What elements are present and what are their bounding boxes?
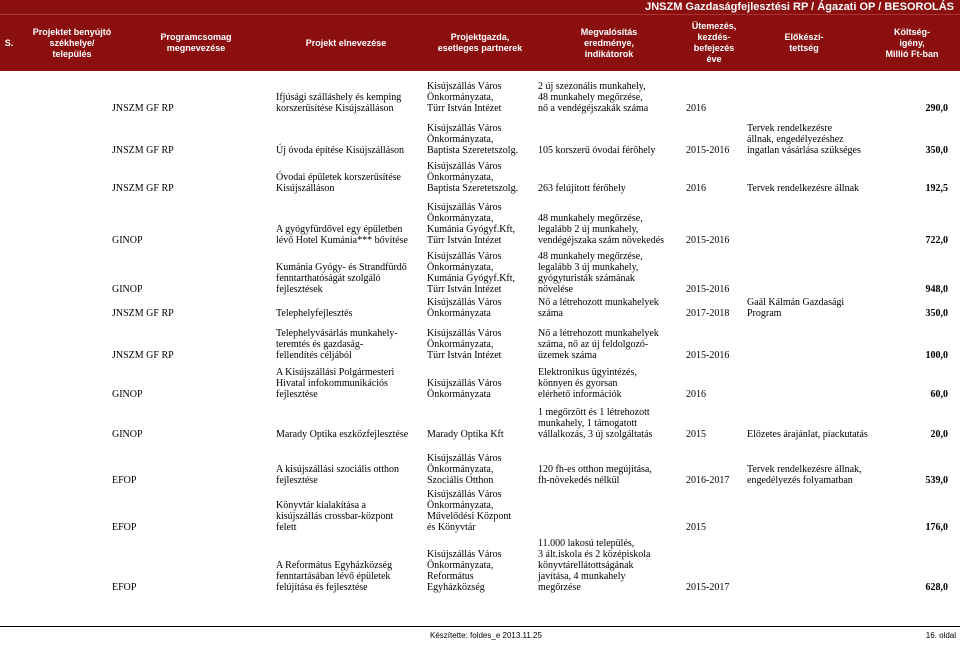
- projektgazda-cell-line: Kisújszállás Város: [427, 297, 502, 308]
- projektgazda-cell-line: Szociális Otthon: [427, 475, 494, 486]
- projekt-cell: [276, 92, 426, 114]
- eredmeny-cell-line: 105 korszerű óvodai férőhely: [538, 145, 656, 156]
- eredmeny-cell-line: könnyen és gyorsan: [538, 378, 618, 389]
- projekt-cell-line: Marady Optika eszközfejlesztése: [276, 429, 409, 440]
- eredmeny-cell-line: vállalkozás, 3 új szolgáltatás: [538, 429, 653, 440]
- table-header: [0, 14, 960, 71]
- koltseg-cell: 290,0: [925, 103, 948, 114]
- eredmeny-cell-line: munkahely, 1 támogatott: [538, 418, 638, 429]
- table-row: [0, 400, 960, 440]
- program-cell: JNSZM GF RP: [112, 308, 174, 319]
- page-footer: [0, 626, 960, 647]
- koltseg-cell: 20,0: [930, 429, 948, 440]
- koltseg-cell: 722,0: [925, 235, 948, 246]
- projekt-cell-line: A Református Egyházközség: [276, 560, 393, 571]
- projekt-cell-line: A gyógyfürdővel egy épületben: [276, 224, 403, 235]
- header-elokeszitettseg: Előkészí- tettség: [784, 32, 824, 53]
- program-cell: JNSZM GF RP: [112, 145, 174, 156]
- projektgazda-cell-line: Önkormányzata,: [427, 464, 494, 475]
- footer-page-number: 16. oldal: [925, 631, 956, 640]
- projekt-cell-line: Ifjúsági szálláshely és kemping: [276, 92, 402, 103]
- projekt-cell-line: A kisújszállási szociális otthon: [276, 464, 400, 475]
- projekt-cell-line: Könyvtár kialakítása a: [276, 500, 366, 511]
- program-cell: GINOP: [112, 389, 143, 400]
- document-title: JNSZM Gazdaságfejlesztési RP / Ágazati OP / BESOROLÁS: [645, 1, 954, 13]
- utemezes-cell: 2016-2017: [686, 475, 730, 486]
- projekt-cell-line: lévő Hotel Kumánia*** bővítése: [276, 235, 408, 246]
- projekt-cell-line: felújítása és fejlesztése: [276, 582, 368, 593]
- utemezes-cell: 2015-2016: [686, 235, 730, 246]
- program-cell: EFOP: [112, 475, 137, 486]
- koltseg-cell: 539,0: [925, 475, 948, 486]
- elokeszitettseg-cell-line: Előzetes árajánlat, piackutatás: [747, 429, 868, 440]
- table-row: [0, 246, 960, 295]
- eredmeny-cell-line: könyvtárellátottságának: [538, 560, 634, 571]
- elokeszitettseg-cell: [747, 123, 867, 156]
- eredmeny-cell-line: javítása, 4 munkahely: [538, 571, 626, 582]
- eredmeny-cell: [538, 407, 688, 440]
- eredmeny-cell: [538, 297, 688, 319]
- projekt-cell-line: Kumánia Gyógy- és Strandfürdő: [276, 262, 407, 273]
- eredmeny-cell-line: Nő a létrehozott munkahelyek: [538, 297, 659, 308]
- program-cell: JNSZM GF RP: [112, 183, 174, 194]
- eredmeny-cell-line: elérhető információk: [538, 389, 622, 400]
- eredmeny-cell: [538, 538, 688, 593]
- table-row: [0, 73, 960, 114]
- eredmeny-cell: [538, 81, 688, 114]
- elokeszitettseg-cell: [747, 429, 867, 440]
- table-row: [0, 533, 960, 593]
- projektgazda-cell-line: Önkormányzata: [427, 389, 491, 400]
- elokeszitettseg-cell-line: engedélyezés folyamatban: [747, 475, 853, 486]
- elokeszitettseg-cell-line: ingatlan vásárlása szükséges: [747, 145, 861, 156]
- program-cell: JNSZM GF RP: [112, 103, 174, 114]
- eredmeny-cell-line: 48 munkahely megőrzése,: [538, 213, 643, 224]
- eredmeny-cell-line: üzemek száma: [538, 350, 597, 361]
- utemezes-cell: 2016: [686, 389, 706, 400]
- projektgazda-cell: [427, 81, 535, 114]
- table-row: [0, 486, 960, 533]
- elokeszitettseg-cell: [747, 297, 867, 319]
- eredmeny-cell-line: növelése: [538, 284, 573, 295]
- koltseg-cell: 60,0: [930, 389, 948, 400]
- koltseg-cell: 100,0: [925, 350, 948, 361]
- projekt-cell: [276, 262, 426, 295]
- eredmeny-cell-line: fh-növekedés nélkül: [538, 475, 620, 486]
- utemezes-cell: 2015: [686, 522, 706, 533]
- projektgazda-cell-line: Baptista Szeretetszolg.: [427, 145, 519, 156]
- projektgazda-cell-line: Önkormányzata: [427, 308, 491, 319]
- projektgazda-cell-line: Türr István Intézet: [427, 235, 502, 246]
- koltseg-cell: 192,5: [925, 183, 948, 194]
- projekt-cell: [276, 172, 426, 194]
- eredmeny-cell-line: Nő a létrehozott munkahelyek: [538, 328, 659, 339]
- projektgazda-cell-line: Kisújszállás Város: [427, 161, 502, 172]
- eredmeny-cell-line: 263 felújított férőhely: [538, 183, 626, 194]
- projektgazda-cell-line: Kisújszállás Város: [427, 378, 502, 389]
- projekt-cell-line: Kisújszálláson: [276, 183, 335, 194]
- eredmeny-cell-line: 1 megőrzött és 1 létrehozott: [538, 407, 650, 418]
- table-row: [0, 194, 960, 246]
- projektgazda-cell-line: Önkormányzata,: [427, 560, 494, 571]
- header-koltseg: Költség- igény, Millió Ft-ban: [885, 26, 939, 59]
- projekt-cell: [276, 367, 426, 400]
- eredmeny-cell-line: gyógyturisták számának: [538, 273, 635, 284]
- projektgazda-cell-line: Türr István Intézet: [427, 103, 502, 114]
- utemezes-cell: 2015-2016: [686, 145, 730, 156]
- program-cell: GINOP: [112, 235, 143, 246]
- projektgazda-cell: [427, 123, 535, 156]
- elokeszitettseg-cell-line: Program: [747, 308, 782, 319]
- header-projekt: Projekt elnevezése: [305, 37, 387, 48]
- projektgazda-cell-line: Önkormányzata,: [427, 213, 494, 224]
- projekt-cell-line: teremtés és gazdaság-: [276, 339, 364, 350]
- projektgazda-cell-line: Önkormányzata,: [427, 262, 494, 273]
- projekt-cell-line: fejlesztése: [276, 389, 318, 400]
- eredmeny-cell-line: vendégéjszaka szám növekedés: [538, 235, 665, 246]
- eredmeny-cell-line: 48 munkahely megőrzése,: [538, 251, 643, 262]
- koltseg-cell: 948,0: [925, 284, 948, 295]
- projektgazda-cell: [427, 429, 535, 440]
- elokeszitettseg-cell: [747, 464, 867, 486]
- projektgazda-cell-line: Kisújszállás Város: [427, 81, 502, 92]
- projektgazda-cell-line: Önkormányzata,: [427, 92, 494, 103]
- eredmeny-cell-line: 3 ált.iskola és 2 középiskola: [538, 549, 651, 560]
- projektgazda-cell: [427, 202, 535, 246]
- table-row: [0, 440, 960, 486]
- eredmeny-cell-line: megőrzése: [538, 582, 581, 593]
- eredmeny-cell-line: száma: [538, 308, 563, 319]
- utemezes-cell: 2016: [686, 183, 706, 194]
- elokeszitettseg-cell: [747, 183, 867, 194]
- eredmeny-cell-line: 2 új szezonális munkahely,: [538, 81, 646, 92]
- eredmeny-cell: [538, 213, 688, 246]
- header-benyujto: Projektet benyújtó székhelye/ település: [32, 26, 112, 59]
- projekt-cell-line: korszerűsítése Kisújszálláson: [276, 103, 394, 114]
- elokeszitettseg-cell-line: Gaál Kálmán Gazdasági: [747, 297, 845, 308]
- program-cell: GINOP: [112, 429, 143, 440]
- projektgazda-cell-line: Türr István Intézet: [427, 284, 502, 295]
- projektgazda-cell-line: Baptista Szeretetszolg.: [427, 183, 519, 194]
- utemezes-cell: 2015: [686, 429, 706, 440]
- header-megvalositas: Megvalósítás eredménye, indikátorok: [580, 26, 638, 59]
- eredmeny-cell-line: 11.000 lakosú település,: [538, 538, 635, 549]
- projektgazda-cell-line: Kumánia Gyógyf.Kft,: [427, 224, 516, 235]
- table-row: [0, 114, 960, 156]
- elokeszitettseg-cell-line: Tervek rendelkezésre állnak,: [747, 464, 862, 475]
- utemezes-cell: 2017-2018: [686, 308, 730, 319]
- utemezes-cell: 2015-2016: [686, 350, 730, 361]
- utemezes-cell: 2016: [686, 103, 706, 114]
- projektgazda-cell-line: Önkormányzata,: [427, 134, 494, 145]
- projektgazda-cell: [427, 297, 535, 319]
- projekt-cell: [276, 464, 426, 486]
- projektgazda-cell-line: Kisújszállás Város: [427, 489, 502, 500]
- projekt-cell-line: Új óvoda építése Kisújszálláson: [276, 145, 405, 156]
- eredmeny-cell-line: száma, nő az új feldolgozó-: [538, 339, 649, 350]
- eredmeny-cell-line: nő a vendégéjszakák száma: [538, 103, 649, 114]
- projekt-cell-line: felett: [276, 522, 297, 533]
- eredmeny-cell: [538, 367, 688, 400]
- koltseg-cell: 628,0: [925, 582, 948, 593]
- projekt-cell-line: Telephelyfejlesztés: [276, 308, 353, 319]
- program-cell: EFOP: [112, 582, 137, 593]
- projekt-cell: [276, 224, 426, 246]
- program-cell: EFOP: [112, 522, 137, 533]
- projekt-cell: [276, 500, 426, 533]
- projektgazda-cell-line: Önkormányzata,: [427, 172, 494, 183]
- projekt-cell-line: A Kisújszállási Polgármesteri: [276, 367, 395, 378]
- projekt-cell: [276, 328, 426, 361]
- projektgazda-cell-line: Kisújszállás Város: [427, 251, 502, 262]
- projektgazda-cell: [427, 378, 535, 400]
- program-cell: JNSZM GF RP: [112, 350, 174, 361]
- eredmeny-cell: [538, 464, 688, 486]
- eredmeny-cell: [538, 145, 688, 156]
- eredmeny-cell-line: 48 munkahely megőrzése,: [538, 92, 643, 103]
- header-programcsomag: Programcsomag megnevezése: [160, 32, 232, 53]
- projektgazda-cell: [427, 161, 535, 194]
- projekt-cell: [276, 429, 426, 440]
- table-row: [0, 361, 960, 400]
- koltseg-cell: 350,0: [925, 145, 948, 156]
- projekt-cell-line: Telephelyvásárlás munkahely-: [276, 328, 398, 339]
- header-utemezes: Ütemezés, kezdés- befejezés éve: [691, 21, 737, 64]
- projektgazda-cell-line: Kisújszállás Város: [427, 549, 502, 560]
- projekt-cell-line: Óvodai épületek korszerűsítése: [276, 172, 401, 183]
- koltseg-cell: 176,0: [925, 522, 948, 533]
- projektgazda-cell-line: és Könyvtár: [427, 522, 476, 533]
- projekt-cell-line: fejlesztése: [276, 475, 318, 486]
- projektgazda-cell-line: Kisújszállás Város: [427, 123, 502, 134]
- document-title-bar: [0, 0, 960, 14]
- program-cell: GINOP: [112, 284, 143, 295]
- koltseg-cell: 350,0: [925, 308, 948, 319]
- projekt-cell-line: fenntarthatóságát szolgáló: [276, 273, 381, 284]
- projekt-cell-line: Hivatal infokommunikációs: [276, 378, 388, 389]
- projektgazda-cell-line: Kisújszállás Város: [427, 328, 502, 339]
- projektgazda-cell-line: Marady Optika Kft: [427, 429, 504, 440]
- utemezes-cell: 2015-2017: [686, 582, 730, 593]
- projektgazda-cell-line: Kisújszállás Város: [427, 453, 502, 464]
- projekt-cell: [276, 145, 426, 156]
- projekt-cell-line: kisújszállás crossbar-központ: [276, 511, 394, 522]
- projektgazda-cell-line: Református: [427, 571, 474, 582]
- projektgazda-cell-line: Türr István Intézet: [427, 350, 502, 361]
- projektgazda-cell-line: Kisújszállás Város: [427, 202, 502, 213]
- elokeszitettseg-cell-line: állnak, engedélyezéshez: [747, 134, 844, 145]
- projekt-cell-line: fenntartásában lévő épületek: [276, 571, 391, 582]
- projektgazda-cell-line: Önkormányzata,: [427, 500, 494, 511]
- projektgazda-cell-line: Kumánia Gyógyf.Kft,: [427, 273, 516, 284]
- eredmeny-cell-line: 120 fh-es otthon megújítása,: [538, 464, 652, 475]
- projektgazda-cell-line: Önkormányzata,: [427, 339, 494, 350]
- elokeszitettseg-cell-line: Tervek rendelkezésre: [747, 123, 833, 134]
- footer-author: Készítette: foldes_e 2013.11.25: [430, 631, 542, 640]
- eredmeny-cell: [538, 251, 688, 295]
- table-row: [0, 156, 960, 194]
- projektgazda-cell-line: Művelődési Központ: [427, 511, 512, 522]
- table-body: [0, 70, 960, 593]
- projekt-cell-line: fellendítés céljából: [276, 350, 352, 361]
- header-projektgazda: Projektgazda, esetleges partnerek: [437, 32, 523, 53]
- projekt-cell: [276, 560, 426, 593]
- eredmeny-cell-line: legalább 2 új munkahely,: [538, 224, 639, 235]
- table-row: [0, 295, 960, 319]
- projektgazda-cell: [427, 328, 535, 361]
- header-sorszam: S.: [4, 37, 14, 48]
- projektgazda-cell: [427, 549, 535, 593]
- eredmeny-cell: [538, 183, 688, 194]
- eredmeny-cell-line: legalább 3 új munkahely,: [538, 262, 639, 273]
- projektgazda-cell: [427, 251, 535, 295]
- projekt-cell-line: fejlesztések: [276, 284, 323, 295]
- elokeszitettseg-cell-line: Tervek rendelkezésre állnak: [747, 183, 860, 194]
- projektgazda-cell: [427, 489, 535, 533]
- eredmeny-cell-line: Elektronikus ügyintézés,: [538, 367, 637, 378]
- table-row: [0, 319, 960, 361]
- utemezes-cell: 2015-2016: [686, 284, 730, 295]
- projektgazda-cell: [427, 453, 535, 486]
- projektgazda-cell-line: Egyházközség: [427, 582, 485, 593]
- eredmeny-cell: [538, 328, 688, 361]
- projekt-cell: [276, 308, 426, 319]
